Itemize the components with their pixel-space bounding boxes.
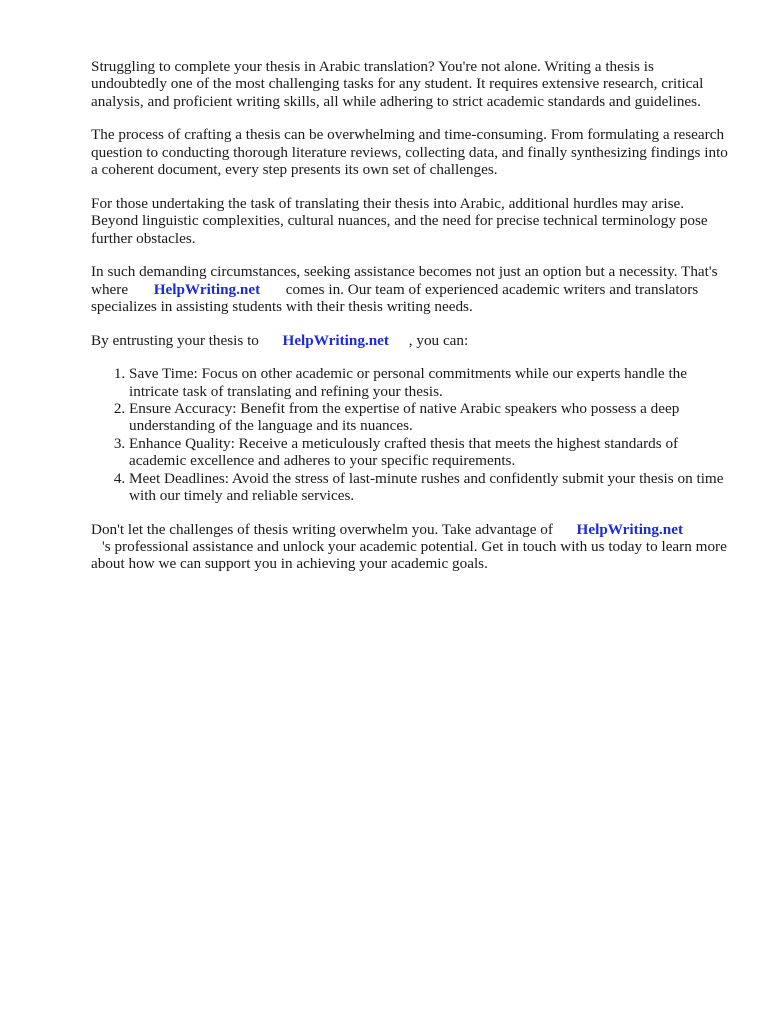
closing-text-after: 's professional assistance and unlock your academic potential. Get in touch with us today to learn more about how we can support you in achieving your academic goals. xyxy=(91,538,727,573)
entrust-paragraph xyxy=(91,332,731,349)
entrust-text-before: By entrusting your thesis to xyxy=(91,331,259,349)
translation-hurdles-paragraph: For those undertaking the task of translating their thesis into Arabic, additional hurdles may arise. Beyond linguistic complexities, cultural nuances, and the need for precise technical terminology pose further obstacles. xyxy=(91,194,708,247)
assistance-text-before: In such demanding circumstances, seeking assistance becomes not just an option but a necessity. That's where xyxy=(91,263,718,298)
assistance-text-after: comes in. Our team of experienced academic writers and translators specializes in assisting students with their thesis writing needs. xyxy=(91,280,699,316)
closing-paragraph xyxy=(91,521,731,573)
helpwriting-link-1[interactable]: HelpWriting.net xyxy=(153,280,261,298)
benefit-item-meet-deadlines: 4. Meet Deadlines: Avoid the stress of last-minute rushes and confidently submit your thesis on time with our timely and reliable services. xyxy=(129,470,731,505)
intro-paragraph: Struggling to complete your thesis in Arabic translation? You're not alone. Writing a thesis is undoubtedly one of the most challenging tasks for any student. It requires extensive research, critical analysis, and proficient writing skills, all while adhering to strict academic standards and guidelines. xyxy=(91,58,704,110)
closing-text-before: Don't let the challenges of thesis writing overwhelm you. Take advantage of xyxy=(91,520,553,538)
process-paragraph: The process of crafting a thesis can be overwhelming and time-consuming. From formulating a research question to conducting thorough literature reviews, collecting data, and finally synthesizing findings into a coherent document, every step presents its own set of challenges. xyxy=(91,126,728,179)
helpwriting-link-2[interactable]: HelpWriting.net xyxy=(282,331,389,349)
assistance-paragraph xyxy=(91,263,731,315)
benefit-item-save-time: 1. Save Time: Focus on other academic or personal commitments while our experts handle the intricate task of translating and refining your thesis. xyxy=(129,365,731,400)
benefit-item-ensure-accuracy: 2. Ensure Accuracy: Benefit from the expertise of native Arabic speakers who possess a deep understanding of the language and its nuances. xyxy=(129,400,731,435)
entrust-text-after: , you can: xyxy=(408,331,469,349)
document-page xyxy=(91,58,731,589)
benefit-item-enhance-quality: 3. Enhance Quality: Receive a meticulously crafted thesis that meets the highest standards of academic excellence and adheres to your specific requirements. xyxy=(129,435,731,470)
helpwriting-link-3[interactable]: HelpWriting.net xyxy=(576,520,684,538)
benefits-list xyxy=(91,365,731,504)
